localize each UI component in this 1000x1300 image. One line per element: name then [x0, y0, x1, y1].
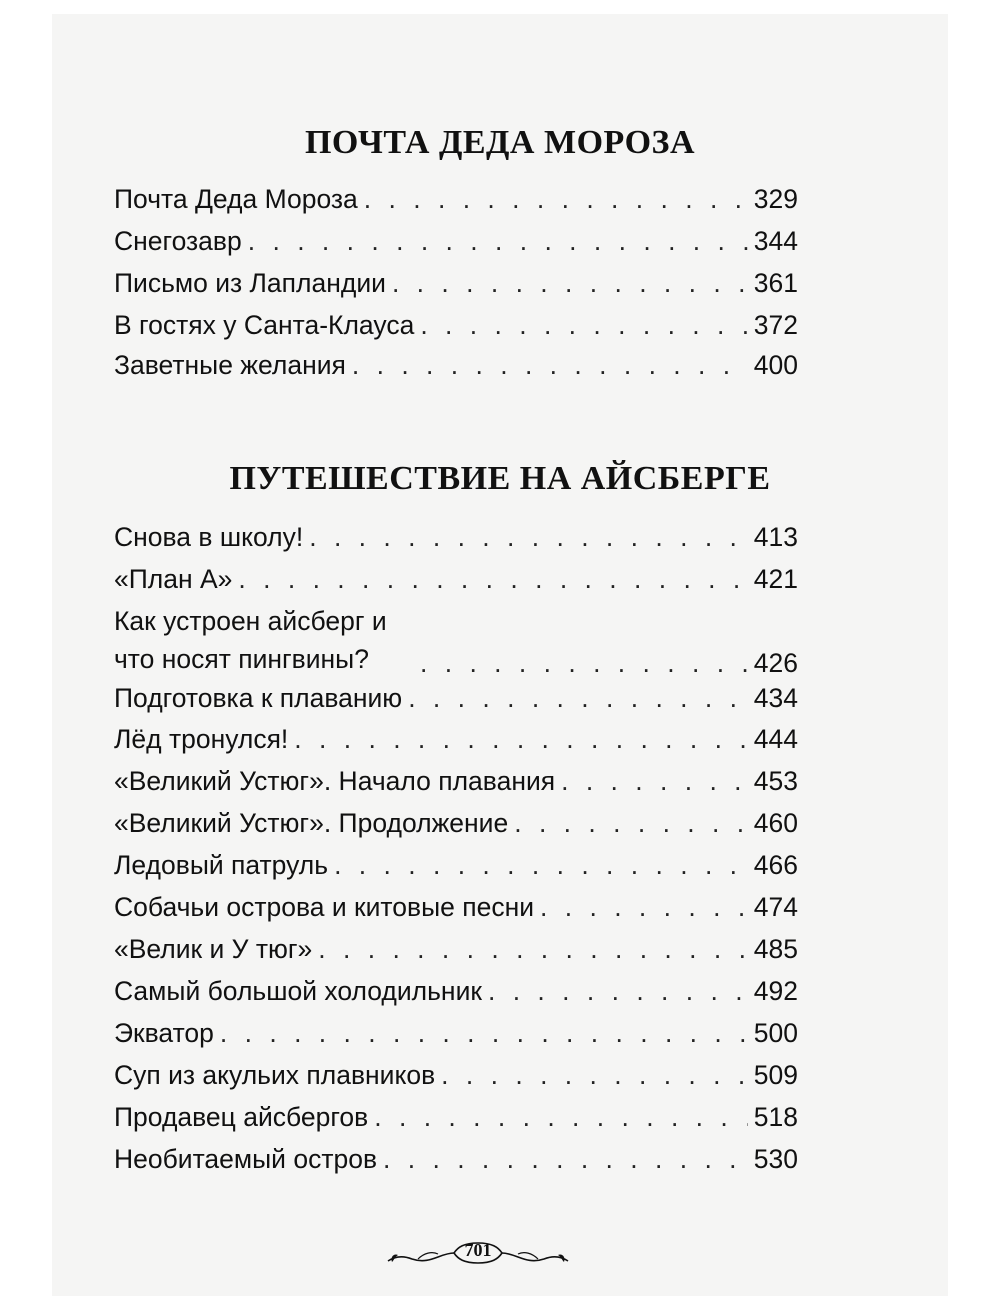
toc-entry-title: Суп из акульих плавников [114, 1060, 436, 1090]
page-number: 701 [464, 1240, 492, 1260]
toc-entry-page: 518 [753, 1102, 798, 1132]
toc-entry [114, 602, 798, 678]
toc-entry [114, 564, 798, 594]
toc-entry-page: 344 [753, 226, 798, 256]
toc-entry-title: «Великий Устюг». Начало плавания [114, 766, 556, 796]
dot-leader [514, 808, 748, 838]
dot-leader [488, 976, 748, 1006]
page-footer [378, 1235, 578, 1271]
toc-entry-page: 474 [753, 892, 798, 922]
toc-entry-title: Заветные желания [114, 350, 346, 380]
dot-leader [352, 350, 748, 380]
dot-leader [408, 683, 748, 713]
dot-leader [374, 1102, 748, 1132]
dot-leader [294, 724, 747, 754]
dot-leader [420, 310, 747, 340]
toc-entry-page: 530 [753, 1144, 798, 1174]
toc-entry-title: Ледовый патруль [114, 850, 329, 880]
dot-leader [318, 934, 748, 964]
toc-entry-title: «Великий Устюг». Продолжение [114, 808, 509, 838]
toc-entry-page: 492 [753, 976, 798, 1006]
toc-entry [114, 724, 798, 754]
toc-entry-page: 500 [753, 1018, 798, 1048]
toc-entry-title: Как устроен айсберг и что носят пингвины? [114, 606, 387, 674]
toc-entry-page: 413 [753, 522, 798, 552]
dot-leader [248, 226, 748, 256]
toc-entry-page: 453 [753, 766, 798, 796]
toc-entry-page: 372 [753, 310, 798, 340]
toc-entry [114, 766, 798, 796]
toc-entry [114, 1018, 798, 1048]
toc-entry [114, 1102, 798, 1132]
toc-entry-page: 421 [753, 564, 798, 594]
toc-entry [114, 184, 798, 214]
toc-entry [114, 892, 798, 922]
toc-entry [114, 522, 798, 552]
toc-entry-title: Лёд тронулся! [114, 724, 289, 754]
section-title: ПОЧТА ДЕДА МОРОЗА [304, 124, 696, 161]
toc-entry-title: Необитаемый остров [114, 1144, 378, 1174]
toc-entry-page: 509 [753, 1060, 798, 1090]
toc-entry-page: 426 [753, 648, 798, 678]
toc-entry-title: Собачьи острова и китовые песни [114, 892, 535, 922]
toc-entry [114, 683, 798, 713]
toc-entry [114, 850, 798, 880]
toc-entry-page: 444 [753, 724, 798, 754]
toc-entry-page: 329 [753, 184, 798, 214]
toc-entry-title: Письмо из Лапландии [114, 268, 386, 298]
toc-entry [114, 1060, 798, 1090]
toc-entry-title: Снова в школу! [114, 522, 304, 552]
toc-entry-title: «Велик и У тюг» [114, 934, 313, 964]
toc-entry-title: В гостях у Санта-Клауса [114, 310, 415, 340]
toc-entry [114, 976, 798, 1006]
toc-entry-title: Экватор [114, 1018, 214, 1048]
section-title: ПУТЕШЕСТВИЕ НА АЙСБЕРГЕ [229, 460, 771, 497]
toc-entry-title: Подготовка к плаванию [114, 683, 403, 713]
toc-entry [114, 934, 798, 964]
dot-leader [238, 564, 747, 594]
dot-leader [540, 892, 748, 922]
toc-entry-title: Продавец айсбергов [114, 1102, 369, 1132]
toc-entry-title: Снегозавр [114, 226, 242, 256]
dot-leader [441, 1060, 748, 1090]
dot-leader [392, 268, 748, 298]
toc-entry [114, 808, 798, 838]
toc-entry-page: 485 [753, 934, 798, 964]
toc-entry-page: 361 [753, 268, 798, 298]
dot-leader [334, 850, 748, 880]
toc-entry [114, 226, 798, 256]
dot-leader [220, 1018, 748, 1048]
dot-leader [420, 648, 748, 678]
toc-entry-page: 434 [753, 683, 798, 713]
toc-entry [114, 310, 798, 340]
toc-entry-page: 460 [753, 808, 798, 838]
toc-entry [114, 350, 798, 380]
toc-entry-page: 466 [753, 850, 798, 880]
toc-entry-title: Почта Деда Мороза [114, 184, 358, 214]
toc-entry-title: «План А» [114, 564, 233, 594]
dot-leader [364, 184, 748, 214]
toc-entry [114, 268, 798, 298]
toc-entry-title: Самый большой холодильник [114, 976, 482, 1006]
toc-entry-page: 400 [753, 350, 798, 380]
dot-leader [561, 766, 748, 796]
dot-leader [383, 1144, 748, 1174]
dot-leader [309, 522, 748, 552]
toc-entry [114, 1144, 798, 1174]
